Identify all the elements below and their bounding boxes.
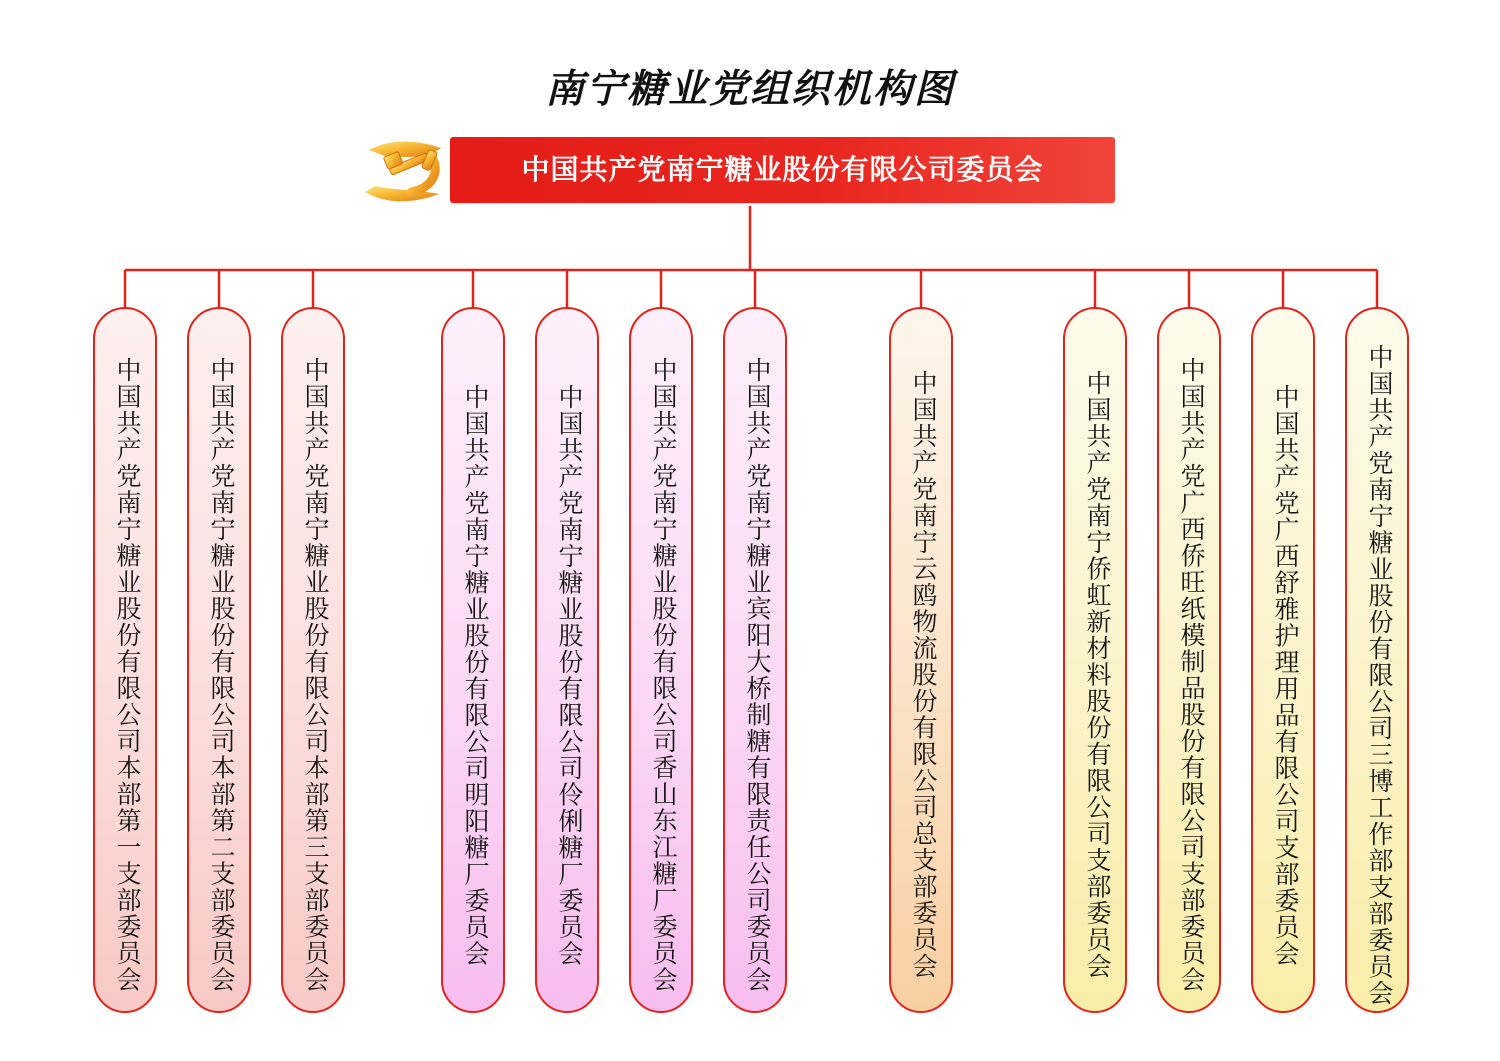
org-node-label: 中国共产党南宁糖业股份有限公司香山东江糖厂委员会 [649,357,677,993]
org-node[interactable] [1345,307,1409,1013]
org-node[interactable] [1063,307,1127,1013]
org-node[interactable] [187,307,251,1013]
org-node-label: 中国共产党南宁侨虹新材料股份有限公司支部委员会 [1083,370,1111,980]
root-label: 中国共产党南宁糖业股份有限公司委员会 [521,154,1044,185]
org-node-label: 中国共产党南宁糖业股份有限公司本部第二支部委员会 [207,357,235,993]
org-node-label: 中国共产党南宁糖业股份有限公司明阳糖厂委员会 [461,383,489,967]
org-node[interactable] [723,307,787,1013]
org-node-label: 中国共产党南宁糖业股份有限公司本部第一支部委员会 [113,357,141,993]
org-node-label: 中国共产党南宁糖业股份有限公司三博工作部支部委员会 [1365,343,1393,1007]
org-node-label: 中国共产党南宁云鸥物流股份有限公司总支部委员会 [909,370,937,980]
root-node [355,134,1115,206]
org-node[interactable] [889,307,953,1013]
org-node-label: 中国共产党南宁糖业股份有限公司本部第三支部委员会 [301,357,329,993]
org-node[interactable] [629,307,693,1013]
org-node[interactable] [1157,307,1221,1013]
org-node[interactable] [93,307,157,1013]
org-node[interactable] [1251,307,1315,1013]
org-node[interactable] [281,307,345,1013]
org-node-label: 中国共产党南宁糖业股份有限公司伶俐糖厂委员会 [555,383,583,967]
org-node[interactable] [535,307,599,1013]
org-node-label: 中国共产党广西侨旺纸模制品股份有限公司支部委员会 [1177,357,1205,993]
org-node-label: 中国共产党广西舒雅护理用品有限公司支部委员会 [1271,383,1299,967]
org-node-label: 中国共产党南宁糖业宾阳大桥制糖有限责任公司委员会 [743,357,771,993]
page-title: 南宁糖业党组织机构图 [544,66,955,112]
org-node[interactable] [441,307,505,1013]
